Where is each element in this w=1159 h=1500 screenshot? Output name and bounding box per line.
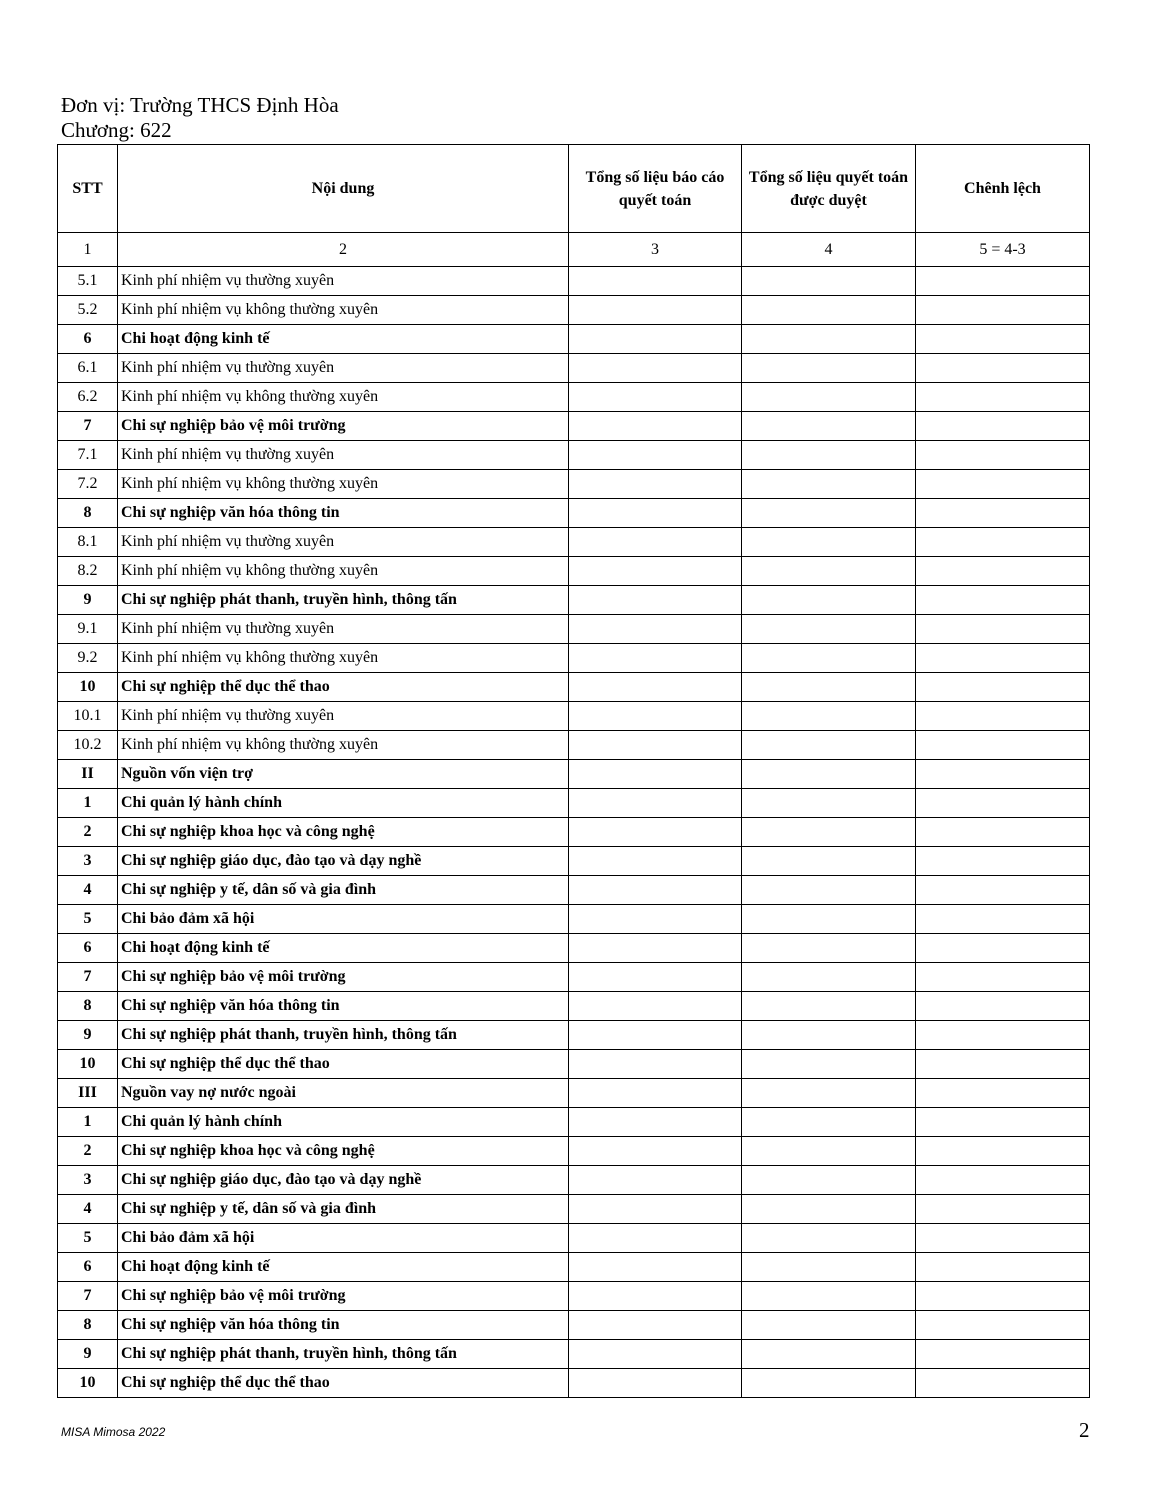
approved-total-cell <box>742 1166 916 1195</box>
column-header-difference: Chênh lệch <box>916 145 1090 233</box>
approved-total-cell <box>742 1108 916 1137</box>
approved-total-cell <box>742 1137 916 1166</box>
row-stt: 4 <box>58 876 118 905</box>
difference-cell <box>916 557 1090 586</box>
row-stt: II <box>58 760 118 789</box>
approved-total-cell <box>742 615 916 644</box>
row-content: Chi sự nghiệp giáo dục, đào tạo và dạy nghề <box>118 847 569 876</box>
reported-total-cell <box>569 1137 742 1166</box>
table-row <box>58 296 1090 325</box>
column-index-row <box>58 233 1090 267</box>
row-stt: 6.1 <box>58 354 118 383</box>
table-row <box>58 1079 1090 1108</box>
row-content: Chi sự nghiệp văn hóa thông tin <box>118 992 569 1021</box>
approved-total-cell <box>742 905 916 934</box>
row-stt: 7.1 <box>58 441 118 470</box>
reported-total-cell <box>569 789 742 818</box>
reported-total-cell <box>569 1282 742 1311</box>
difference-cell <box>916 789 1090 818</box>
approved-total-cell <box>742 441 916 470</box>
difference-cell <box>916 296 1090 325</box>
row-stt: 7 <box>58 412 118 441</box>
row-content: Kinh phí nhiệm vụ thường xuyên <box>118 528 569 557</box>
reported-total-cell <box>569 644 742 673</box>
row-stt: 9.1 <box>58 615 118 644</box>
difference-cell <box>916 818 1090 847</box>
column-header-content: Nội dung <box>118 145 569 233</box>
table-row <box>58 818 1090 847</box>
row-stt: 8 <box>58 499 118 528</box>
report-header <box>61 93 339 143</box>
table-row <box>58 1195 1090 1224</box>
table-row <box>58 354 1090 383</box>
reported-total-cell <box>569 470 742 499</box>
table-row <box>58 267 1090 296</box>
table-row <box>58 1166 1090 1195</box>
difference-cell <box>916 1311 1090 1340</box>
difference-cell <box>916 876 1090 905</box>
approved-total-cell <box>742 267 916 296</box>
approved-total-cell <box>742 383 916 412</box>
row-content: Chi bảo đảm xã hội <box>118 905 569 934</box>
row-stt: 8.2 <box>58 557 118 586</box>
row-content: Nguồn vốn viện trợ <box>118 760 569 789</box>
reported-total-cell <box>569 267 742 296</box>
row-stt: 9 <box>58 1340 118 1369</box>
difference-cell <box>916 992 1090 1021</box>
approved-total-cell <box>742 1311 916 1340</box>
row-stt: 6.2 <box>58 383 118 412</box>
table-row <box>58 673 1090 702</box>
row-content: Kinh phí nhiệm vụ không thường xuyên <box>118 470 569 499</box>
approved-total-cell <box>742 847 916 876</box>
approved-total-cell <box>742 963 916 992</box>
row-stt: 5.1 <box>58 267 118 296</box>
reported-total-cell <box>569 383 742 412</box>
row-content: Chi sự nghiệp khoa học và công nghệ <box>118 1137 569 1166</box>
table-row <box>58 470 1090 499</box>
reported-total-cell <box>569 934 742 963</box>
column-index: 3 <box>569 233 742 267</box>
row-content: Kinh phí nhiệm vụ thường xuyên <box>118 702 569 731</box>
approved-total-cell <box>742 818 916 847</box>
difference-cell <box>916 441 1090 470</box>
row-stt: 10.1 <box>58 702 118 731</box>
reported-total-cell <box>569 1369 742 1398</box>
table-row <box>58 1137 1090 1166</box>
table-row <box>58 441 1090 470</box>
row-stt: 7.2 <box>58 470 118 499</box>
approved-total-cell <box>742 412 916 441</box>
reported-total-cell <box>569 1050 742 1079</box>
reported-total-cell <box>569 325 742 354</box>
row-stt: 10 <box>58 1369 118 1398</box>
approved-total-cell <box>742 876 916 905</box>
reported-total-cell <box>569 296 742 325</box>
reported-total-cell <box>569 557 742 586</box>
reported-total-cell <box>569 1108 742 1137</box>
row-content: Chi sự nghiệp giáo dục, đào tạo và dạy nghề <box>118 1166 569 1195</box>
reported-total-cell <box>569 731 742 760</box>
table-row <box>58 644 1090 673</box>
approved-total-cell <box>742 644 916 673</box>
difference-cell <box>916 702 1090 731</box>
row-content: Chi sự nghiệp y tế, dân số và gia đình <box>118 1195 569 1224</box>
row-stt: 9 <box>58 1021 118 1050</box>
row-stt: 10.2 <box>58 731 118 760</box>
approved-total-cell <box>742 1224 916 1253</box>
approved-total-cell <box>742 1195 916 1224</box>
table-row <box>58 1340 1090 1369</box>
software-footer: MISA Mimosa 2022 <box>61 1425 166 1439</box>
table-row <box>58 557 1090 586</box>
row-stt: 8.1 <box>58 528 118 557</box>
row-content: Chi sự nghiệp phát thanh, truyền hình, thông tấn <box>118 1340 569 1369</box>
reported-total-cell <box>569 847 742 876</box>
row-content: Kinh phí nhiệm vụ không thường xuyên <box>118 383 569 412</box>
reported-total-cell <box>569 354 742 383</box>
table-row <box>58 731 1090 760</box>
row-content: Chi sự nghiệp phát thanh, truyền hình, thông tấn <box>118 586 569 615</box>
row-stt: 9.2 <box>58 644 118 673</box>
difference-cell <box>916 1079 1090 1108</box>
difference-cell <box>916 1166 1090 1195</box>
reported-total-cell <box>569 1021 742 1050</box>
row-content: Chi sự nghiệp văn hóa thông tin <box>118 499 569 528</box>
table-row <box>58 1021 1090 1050</box>
row-content: Chi sự nghiệp phát thanh, truyền hình, thông tấn <box>118 1021 569 1050</box>
row-content: Chi sự nghiệp y tế, dân số và gia đình <box>118 876 569 905</box>
row-content: Chi quản lý hành chính <box>118 1108 569 1137</box>
row-content: Kinh phí nhiệm vụ thường xuyên <box>118 354 569 383</box>
difference-cell <box>916 412 1090 441</box>
column-header-reported-total: Tổng số liệu báo cáo quyết toán <box>569 145 742 233</box>
difference-cell <box>916 1224 1090 1253</box>
row-content: Kinh phí nhiệm vụ thường xuyên <box>118 615 569 644</box>
row-stt: 8 <box>58 1311 118 1340</box>
difference-cell <box>916 1369 1090 1398</box>
row-stt: 5 <box>58 905 118 934</box>
row-stt: 1 <box>58 789 118 818</box>
table-row <box>58 499 1090 528</box>
reported-total-cell <box>569 615 742 644</box>
approved-total-cell <box>742 296 916 325</box>
approved-total-cell <box>742 1253 916 1282</box>
row-content: Kinh phí nhiệm vụ không thường xuyên <box>118 296 569 325</box>
reported-total-cell <box>569 441 742 470</box>
row-content: Kinh phí nhiệm vụ thường xuyên <box>118 267 569 296</box>
column-index: 4 <box>742 233 916 267</box>
difference-cell <box>916 528 1090 557</box>
row-stt: III <box>58 1079 118 1108</box>
page-number: 2 <box>1079 1418 1090 1442</box>
approved-total-cell <box>742 528 916 557</box>
row-content: Kinh phí nhiệm vụ thường xuyên <box>118 441 569 470</box>
table-row <box>58 789 1090 818</box>
difference-cell <box>916 586 1090 615</box>
approved-total-cell <box>742 992 916 1021</box>
table-row <box>58 1224 1090 1253</box>
row-content: Kinh phí nhiệm vụ không thường xuyên <box>118 644 569 673</box>
table-header-row <box>58 145 1090 233</box>
table-row <box>58 963 1090 992</box>
difference-cell <box>916 1137 1090 1166</box>
table-row <box>58 586 1090 615</box>
difference-cell <box>916 1195 1090 1224</box>
column-index: 5 = 4-3 <box>916 233 1090 267</box>
approved-total-cell <box>742 702 916 731</box>
row-stt: 5 <box>58 1224 118 1253</box>
table-row <box>58 934 1090 963</box>
reported-total-cell <box>569 992 742 1021</box>
table-row <box>58 1311 1090 1340</box>
reported-total-cell <box>569 963 742 992</box>
row-stt: 10 <box>58 1050 118 1079</box>
difference-cell <box>916 963 1090 992</box>
table-row <box>58 1369 1090 1398</box>
difference-cell <box>916 615 1090 644</box>
row-content: Chi sự nghiệp bảo vệ môi trường <box>118 1282 569 1311</box>
table-row <box>58 1050 1090 1079</box>
reported-total-cell <box>569 1079 742 1108</box>
row-content: Chi sự nghiệp bảo vệ môi trường <box>118 963 569 992</box>
row-stt: 5.2 <box>58 296 118 325</box>
approved-total-cell <box>742 673 916 702</box>
row-stt: 10 <box>58 673 118 702</box>
table-row <box>58 702 1090 731</box>
difference-cell <box>916 1253 1090 1282</box>
difference-cell <box>916 673 1090 702</box>
row-stt: 2 <box>58 1137 118 1166</box>
reported-total-cell <box>569 499 742 528</box>
approved-total-cell <box>742 325 916 354</box>
row-stt: 1 <box>58 1108 118 1137</box>
column-index: 1 <box>58 233 118 267</box>
reported-total-cell <box>569 876 742 905</box>
approved-total-cell <box>742 1021 916 1050</box>
difference-cell <box>916 905 1090 934</box>
reported-total-cell <box>569 412 742 441</box>
approved-total-cell <box>742 1050 916 1079</box>
approved-total-cell <box>742 354 916 383</box>
row-stt: 6 <box>58 325 118 354</box>
reported-total-cell <box>569 1195 742 1224</box>
table-row <box>58 760 1090 789</box>
row-stt: 3 <box>58 847 118 876</box>
table-row <box>58 528 1090 557</box>
difference-cell <box>916 267 1090 296</box>
difference-cell <box>916 760 1090 789</box>
table-row <box>58 383 1090 412</box>
difference-cell <box>916 1050 1090 1079</box>
column-index: 2 <box>118 233 569 267</box>
row-content: Chi sự nghiệp khoa học và công nghệ <box>118 818 569 847</box>
table-row <box>58 1253 1090 1282</box>
table-row <box>58 847 1090 876</box>
reported-total-cell <box>569 818 742 847</box>
approved-total-cell <box>742 586 916 615</box>
approved-total-cell <box>742 1369 916 1398</box>
row-content: Kinh phí nhiệm vụ không thường xuyên <box>118 557 569 586</box>
approved-total-cell <box>742 934 916 963</box>
table-row <box>58 325 1090 354</box>
row-stt: 7 <box>58 1282 118 1311</box>
approved-total-cell <box>742 789 916 818</box>
row-content: Kinh phí nhiệm vụ không thường xuyên <box>118 731 569 760</box>
approved-total-cell <box>742 1079 916 1108</box>
reported-total-cell <box>569 1166 742 1195</box>
row-content: Chi quản lý hành chính <box>118 789 569 818</box>
row-stt: 3 <box>58 1166 118 1195</box>
table-body <box>58 267 1090 1398</box>
difference-cell <box>916 354 1090 383</box>
reported-total-cell <box>569 1253 742 1282</box>
row-content: Chi hoạt động kinh tế <box>118 1253 569 1282</box>
settlement-table <box>57 144 1090 1398</box>
reported-total-cell <box>569 673 742 702</box>
approved-total-cell <box>742 499 916 528</box>
row-content: Chi sự nghiệp thể dục thể thao <box>118 673 569 702</box>
row-stt: 4 <box>58 1195 118 1224</box>
difference-cell <box>916 731 1090 760</box>
approved-total-cell <box>742 760 916 789</box>
row-content: Nguồn vay nợ nước ngoài <box>118 1079 569 1108</box>
table-row <box>58 876 1090 905</box>
difference-cell <box>916 383 1090 412</box>
approved-total-cell <box>742 1282 916 1311</box>
reported-total-cell <box>569 528 742 557</box>
row-stt: 6 <box>58 934 118 963</box>
table-row <box>58 1282 1090 1311</box>
approved-total-cell <box>742 1340 916 1369</box>
difference-cell <box>916 1021 1090 1050</box>
row-content: Chi sự nghiệp bảo vệ môi trường <box>118 412 569 441</box>
row-content: Chi sự nghiệp thể dục thể thao <box>118 1369 569 1398</box>
difference-cell <box>916 1340 1090 1369</box>
reported-total-cell <box>569 760 742 789</box>
reported-total-cell <box>569 702 742 731</box>
difference-cell <box>916 470 1090 499</box>
row-content: Chi sự nghiệp thể dục thể thao <box>118 1050 569 1079</box>
unit-label: Đơn vị: Trường THCS Định Hòa <box>61 93 339 117</box>
reported-total-cell <box>569 905 742 934</box>
row-content: Chi sự nghiệp văn hóa thông tin <box>118 1311 569 1340</box>
difference-cell <box>916 847 1090 876</box>
difference-cell <box>916 1282 1090 1311</box>
reported-total-cell <box>569 1224 742 1253</box>
column-header-approved-total: Tổng số liệu quyết toán được duyệt <box>742 145 916 233</box>
row-content: Chi hoạt động kinh tế <box>118 325 569 354</box>
column-header-stt: STT <box>58 145 118 233</box>
approved-total-cell <box>742 557 916 586</box>
row-content: Chi bảo đảm xã hội <box>118 1224 569 1253</box>
row-stt: 2 <box>58 818 118 847</box>
reported-total-cell <box>569 1340 742 1369</box>
row-stt: 6 <box>58 1253 118 1282</box>
table-row <box>58 992 1090 1021</box>
table-row <box>58 412 1090 441</box>
difference-cell <box>916 499 1090 528</box>
approved-total-cell <box>742 470 916 499</box>
table-row <box>58 1108 1090 1137</box>
reported-total-cell <box>569 586 742 615</box>
difference-cell <box>916 644 1090 673</box>
difference-cell <box>916 325 1090 354</box>
row-stt: 9 <box>58 586 118 615</box>
row-content: Chi hoạt động kinh tế <box>118 934 569 963</box>
table-row <box>58 905 1090 934</box>
reported-total-cell <box>569 1311 742 1340</box>
difference-cell <box>916 1108 1090 1137</box>
approved-total-cell <box>742 731 916 760</box>
chapter-label: Chương: 622 <box>61 118 172 142</box>
table-row <box>58 615 1090 644</box>
difference-cell <box>916 934 1090 963</box>
row-stt: 7 <box>58 963 118 992</box>
row-stt: 8 <box>58 992 118 1021</box>
